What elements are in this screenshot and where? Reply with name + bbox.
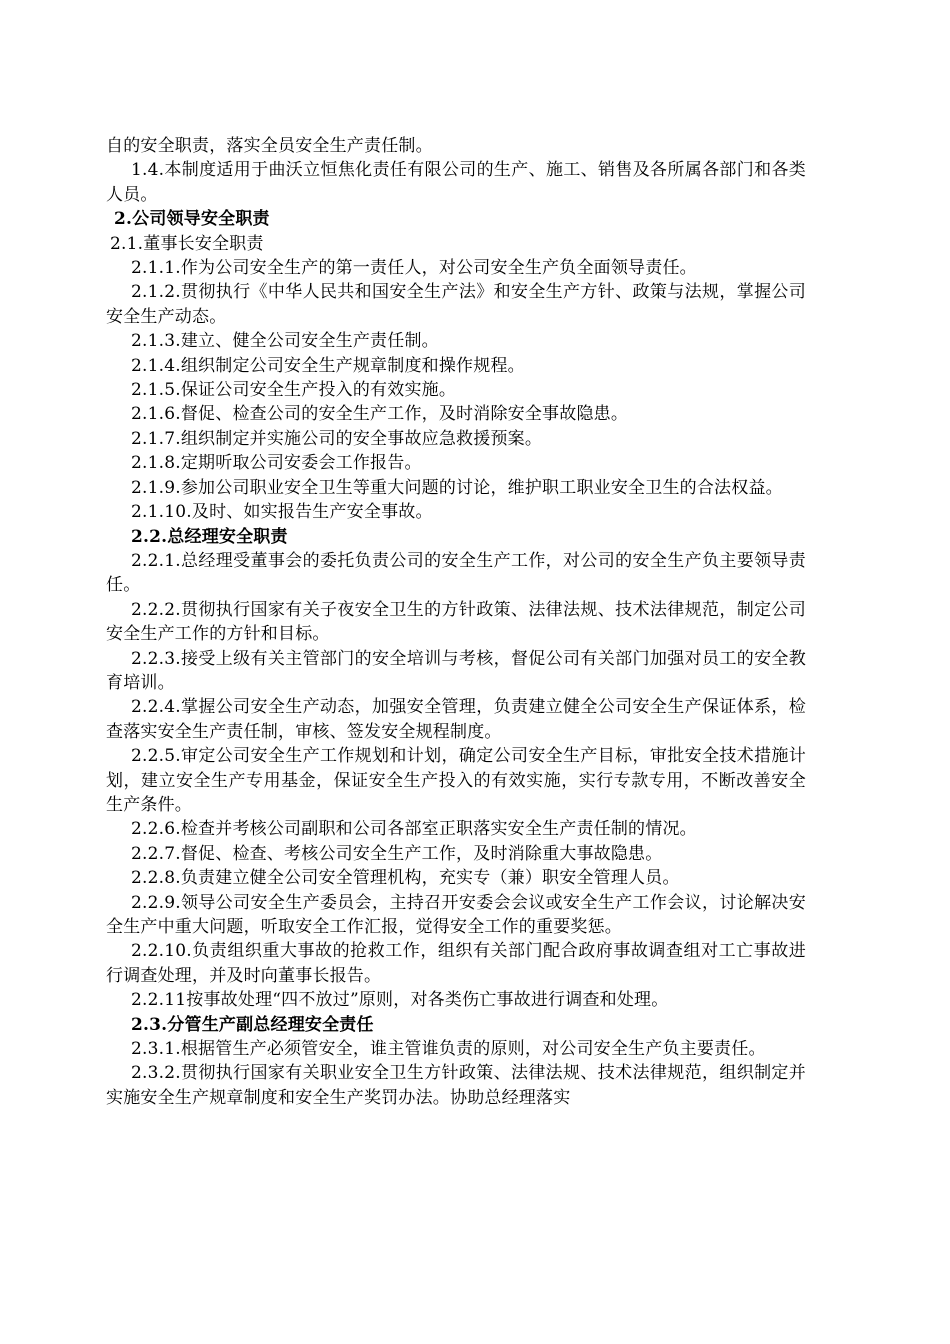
paragraph: 自的安全职责，落实全员安全生产责任制。 bbox=[106, 136, 433, 156]
subsection-heading: 2.1.董事长安全职责 bbox=[110, 233, 264, 254]
paragraph: 2.3.1.根据管生产必须管安全，谁主管谁负责的原则，对公司安全生产负主要责任。 bbox=[131, 1039, 766, 1060]
paragraph: 2.2.6.检查并考核公司副职和公司各部室正职落实安全生产责任制的情况。 bbox=[131, 819, 697, 840]
paragraph: 2.1.3.建立、健全公司安全生产责任制。 bbox=[131, 331, 439, 352]
paragraph: 2.2.10.负责组织重大事故的抢救工作，组织有关部门配合政府事故调查组对工亡事故进行调查处理，并及时向董事长报告。 bbox=[106, 941, 806, 986]
paragraph: 2.2.3.接受上级有关主管部门的安全培训与考核，督促公司有关部门加强对员工的安全教育培训。 bbox=[106, 648, 806, 693]
paragraph: 2.3.2.贯彻执行国家有关职业安全卫生方针政策、法律法规、技术法律规范，组织制定并实施安全生产规章制度和安全生产奖罚办法。协助总经理落实 bbox=[106, 1063, 806, 1108]
subsection-heading: 2.2.总经理安全职责 bbox=[131, 526, 288, 547]
paragraph: 2.1.7.组织制定并实施公司的安全事故应急救援预案。 bbox=[131, 428, 543, 449]
section-heading: 2.公司领导安全职责 bbox=[114, 209, 270, 230]
paragraph: 2.1.10.及时、如实报告生产安全事故。 bbox=[131, 502, 433, 523]
paragraph: 2.1.8.定期听取公司安委会工作报告。 bbox=[131, 453, 422, 474]
paragraph: 2.1.6.督促、检查公司的安全生产工作，及时消除安全事故隐患。 bbox=[131, 404, 629, 425]
paragraph: 2.2.5.审定公司安全生产工作规划和计划，确定公司安全生产目标，审批安全技术措施计划，建立安全生产专用基金，保证安全生产投入的有效实施，实行专款专用，不断改善安全生产条件。 bbox=[106, 746, 806, 815]
document-body bbox=[106, 134, 806, 1110]
paragraph: 2.2.9.领导公司安全生产委员会，主持召开安委会会议或安全生产工作会议，讨论解决安全生产中重大问题，听取安全工作汇报，觉得安全工作的重要奖惩。 bbox=[106, 892, 806, 937]
paragraph: 2.1.9.参加公司职业安全卫生等重大问题的讨论，维护职工职业安全卫生的合法权益。 bbox=[131, 477, 783, 498]
paragraph: 2.1.1.作为公司安全生产的第一责任人，对公司安全生产负全面领导责任。 bbox=[131, 258, 697, 279]
paragraph: 2.1.2.贯彻执行《中华人民共和国安全生产法》和安全生产方针、政策与法规，掌握公司安全生产动态。 bbox=[106, 282, 806, 327]
paragraph: 2.2.1.总经理受董事会的委托负责公司的安全生产工作，对公司的安全生产负主要领导责任。 bbox=[106, 550, 806, 596]
paragraph: 2.2.7.督促、检查、考核公司安全生产工作，及时消除重大事故隐患。 bbox=[131, 843, 663, 864]
subsection-heading: 2.3.分管生产副总经理安全责任 bbox=[131, 1014, 374, 1035]
paragraph: 2.1.5.保证公司安全生产投入的有效实施。 bbox=[131, 380, 457, 401]
paragraph: 1.4.本制度适用于曲沃立恒焦化责任有限公司的生产、施工、销售及各所属各部门和各类人员。 bbox=[106, 160, 806, 205]
paragraph: 2.2.4.掌握公司安全生产动态，加强安全管理，负责建立健全公司安全生产保证体系，检查落实安全生产责任制，审核、签发安全规程制度。 bbox=[106, 697, 806, 742]
paragraph: 2.1.4.组织制定公司安全生产规章制度和操作规程。 bbox=[131, 355, 525, 376]
paragraph: 2.2.11按事故处理“四不放过”原则，对各类伤亡事故进行调查和处理。 bbox=[131, 990, 669, 1011]
paragraph: 2.2.8.负责建立健全公司安全管理机构，充实专（兼）职安全管理人员。 bbox=[131, 868, 680, 889]
paragraph: 2.2.2.贯彻执行国家有关子夜安全卫生的方针政策、法律法规、技术法律规范，制定公司安全生产工作的方针和目标。 bbox=[106, 599, 806, 645]
